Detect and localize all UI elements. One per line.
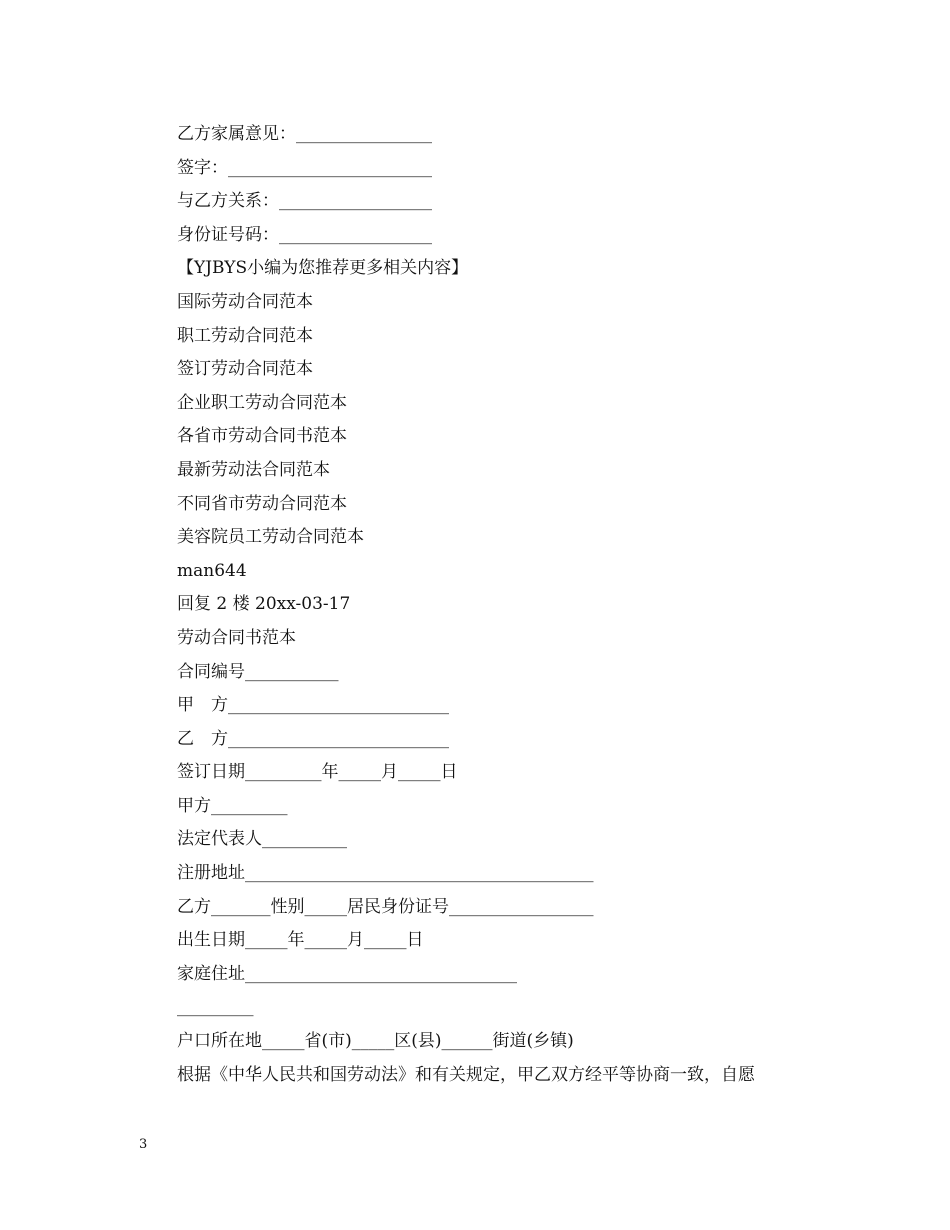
contract-title: 劳动合同书范本 [177, 627, 296, 648]
relationship-field: 与乙方关系：__________________ [177, 191, 432, 212]
party-b-field: 乙 方__________________________ [177, 728, 449, 749]
related-link: 美容院员工劳动合同范本 [177, 527, 364, 548]
signature-field: 签字：________________________ [177, 157, 432, 178]
username: man644 [177, 560, 247, 581]
reply-info: 回复 2 楼 20xx-03-17 [177, 594, 351, 615]
signing-date-field: 签订日期_________年_____月_____日 [177, 762, 458, 783]
related-link: 企业职工劳动合同范本 [177, 392, 347, 413]
party-a-field: 甲 方__________________________ [177, 695, 449, 716]
related-link: 不同省市劳动合同范本 [177, 493, 347, 514]
party-b-details-field: 乙方_______性别_____居民身份证号_________________ [177, 896, 594, 917]
legal-representative-field: 法定代表人__________ [177, 829, 347, 850]
home-address-field: 家庭住址________________________________ [177, 963, 517, 984]
registered-address-field: 注册地址_________________________________________ [177, 863, 594, 884]
related-link: 各省市劳动合同书范本 [177, 426, 347, 447]
contract-number-field: 合同编号___________ [177, 661, 339, 682]
id-number-field: 身份证号码：__________________ [177, 224, 432, 245]
page-number: 3 [139, 1137, 148, 1152]
family-opinion-field: 乙方家属意见：________________ [177, 124, 432, 144]
related-link: 职工劳动合同范本 [177, 325, 313, 346]
birth-date-field: 出生日期_____年_____月_____日 [177, 930, 424, 951]
party-a-name-field: 甲方_________ [177, 795, 288, 816]
document-body [177, 118, 827, 1092]
recommendation-heading: 【YJBYS小编为您推荐更多相关内容】 [177, 258, 469, 279]
related-link: 国际劳动合同范本 [177, 291, 313, 312]
household-registration-field: 户口所在地_____省(市)_____区(县)______街道(乡镇) [177, 1031, 574, 1052]
contract-preamble: 根据《中华人民共和国劳动法》和有关规定，甲乙双方经平等协商一致，自愿 [177, 1064, 755, 1085]
related-link: 最新劳动法合同范本 [177, 459, 330, 480]
home-address-continuation: _________ [177, 997, 254, 1018]
related-link: 签订劳动合同范本 [177, 359, 313, 380]
